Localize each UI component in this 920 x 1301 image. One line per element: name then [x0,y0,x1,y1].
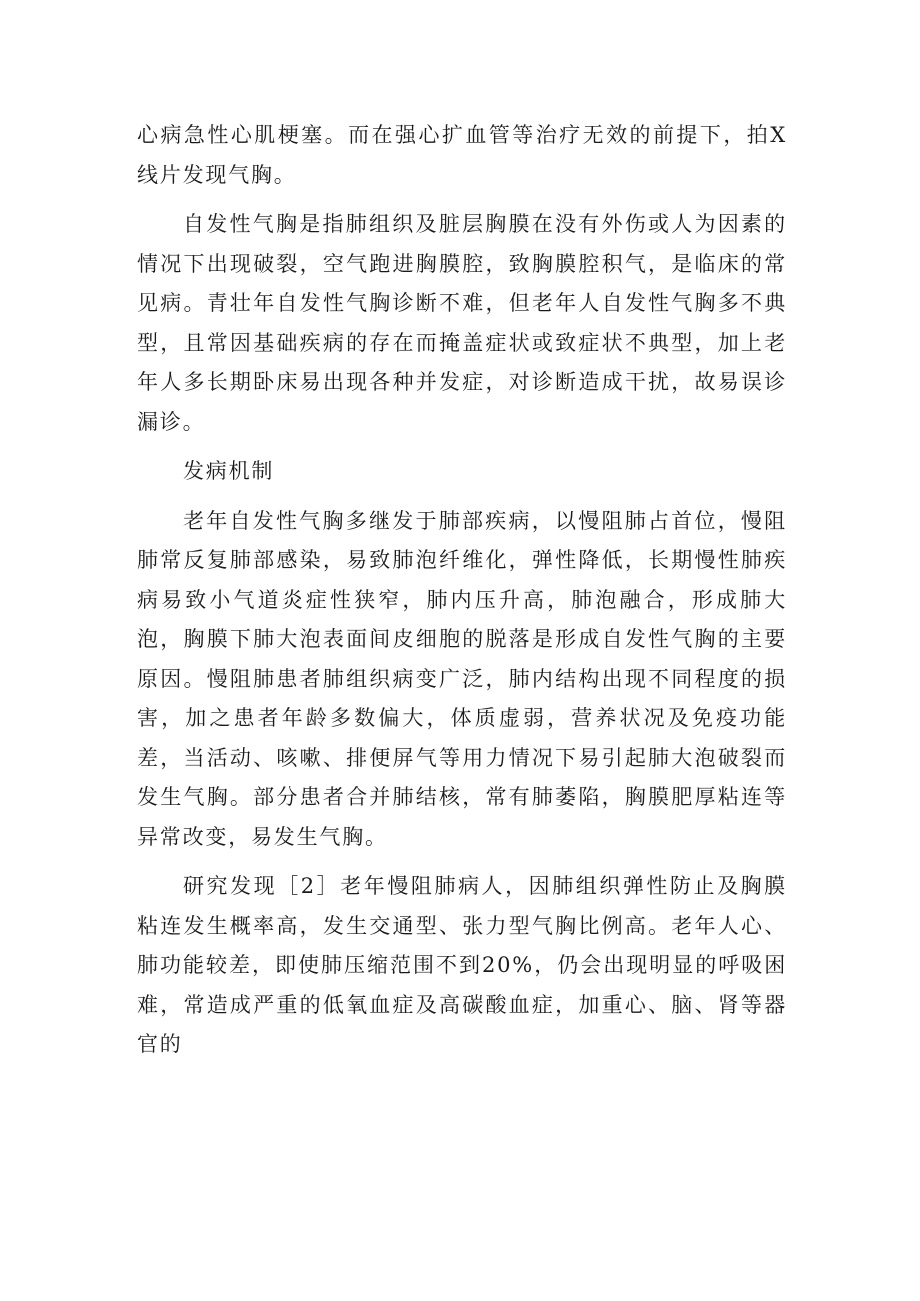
paragraph-research: 研究发现［2］老年慢阻肺病人，因肺组织弹性防止及胸膜粘连发生概率高，发生交通型、张力型气胸比例高。老年人心、肺功能较差，即使肺压缩范围不到20%，仍会出现明显的呼吸困难，常造成严重的低氧血症及高碳酸血症，加重心、脑、肾等器官的 [137,874,787,1056]
section-heading-pathogenesis: 发病机制 [183,459,275,483]
paragraph-definition: 自发性气胸是指肺组织及脏层胸膜在没有外伤或人为因素的情况下出现破裂，空气跑进胸膜腔，致胸膜腔积气，是临床的常见病。青壮年自发性气胸诊断不难，但老年人自发性气胸多不典型，且常因基础疾病的存在而掩盖症状或致症状不典型，加上老年人多长期卧床易出现各种并发症，对诊断造成干扰，故易误诊漏诊。 [137,212,787,434]
paragraph-pathogenesis: 老年自发性气胸多继发于肺部疾病，以慢阻肺占首位，慢阻肺常反复肺部感染，易致肺泡纤维化，弹性降低，长期慢性肺疾病易致小气道炎症性狭窄，肺内压升高，肺泡融合，形成肺大泡，胸膜下肺大泡表面间皮细胞的脱落是形成自发性气胸的主要原因。慢阻肺患者肺组织病变广泛，肺内结构出现不同程度的损害，加之患者年龄多数偏大，体质虚弱，营养状况及免疫功能差，当活动、咳嗽、排便屏气等用力情况下易引起肺大泡破裂而发生气胸。部分患者合并肺结核，常有肺萎陷，胸膜肥厚粘连等异常改变，易发生气胸。 [137,508,787,849]
paragraph-continuation: 心病急性心肌梗塞。而在强心扩血管等治疗无效的前提下，拍X线片发现气胸。 [137,123,787,187]
document-body [137,116,787,1075]
